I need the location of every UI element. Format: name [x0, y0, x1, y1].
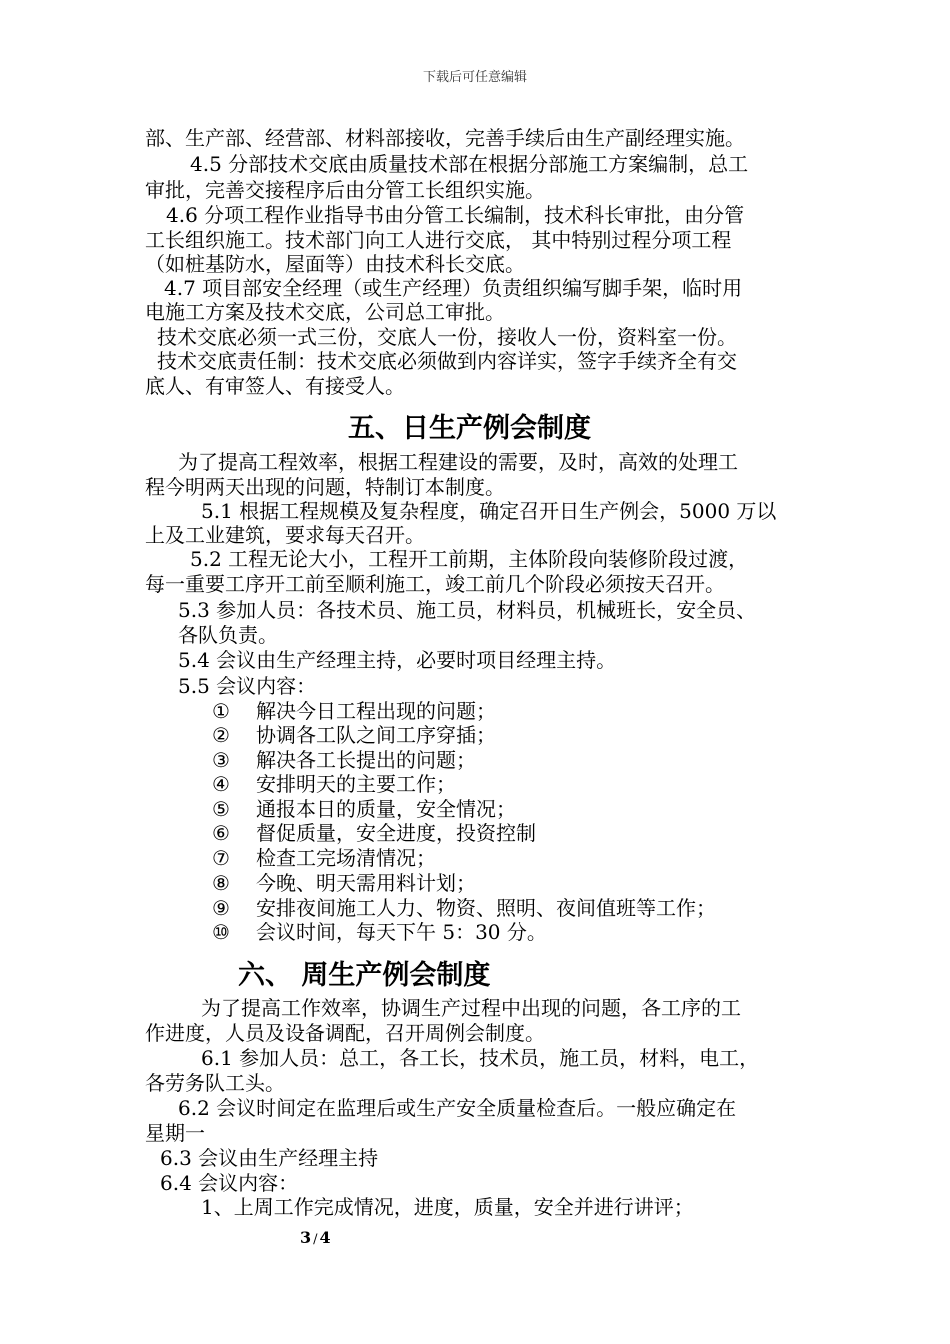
section-heading: 五、日生产例会制度: [348, 413, 591, 444]
item-number: ⑤: [212, 797, 230, 821]
paragraph-line: 技术交底必须一式三份，交底人一份，接收人一份，资料室一份。: [157, 325, 737, 349]
paragraph-line: 工长组织施工。技术部门向工人进行交底， 其中特别过程分项工程: [145, 228, 732, 252]
item-text: 督促质量，安全进度，投资控制: [256, 821, 536, 845]
section-heading: 六、 周生产例会制度: [238, 960, 491, 991]
paragraph-line: 技术交底责任制：技术交底必须做到内容详实，签字手续齐全有交: [157, 349, 737, 373]
list-item: [212, 747, 476, 773]
list-item: [212, 820, 536, 846]
paragraph-line: 部、生产部、经营部、材料部接收，完善手续后由生产副经理实施。: [145, 126, 745, 150]
paragraph-line: 星期一: [145, 1121, 205, 1145]
page-number: [300, 1228, 331, 1247]
list-item: [212, 771, 456, 797]
paragraph-line: 6.4 会议内容：: [160, 1171, 299, 1195]
paragraph-line: 各劳务队工头。: [145, 1071, 285, 1095]
item-text: 协调各工队之间工序穿插；: [256, 723, 496, 747]
item-number: ⑥: [212, 821, 230, 845]
item-number: ④: [212, 772, 230, 796]
paragraph-line: 1、上周工作完成情况，进度，质量，安全并进行讲评；: [201, 1195, 694, 1219]
item-text: 检查工完场清情况；: [256, 846, 436, 870]
paragraph-line: 程今明两天出现的问题，特制订本制度。: [145, 475, 505, 499]
item-number: ②: [212, 723, 230, 747]
item-number: ①: [212, 699, 230, 723]
paragraph-line: 4.7 项目部安全经理（或生产经理）负责组织编写脚手架，临时用: [164, 276, 743, 300]
list-item: [212, 698, 496, 724]
paragraph-line: 作进度，人员及设备调配，召开周例会制度。: [145, 1021, 545, 1045]
paragraph-line: 5.2 工程无论大小，工程开工前期，主体阶段向装修阶段过渡，: [190, 547, 749, 571]
list-item: [212, 870, 476, 896]
paragraph-line: 5.3 参加人员：各技术员、施工员，材料员，机械班长，安全员、: [178, 598, 757, 622]
item-text: 安排明天的主要工作；: [256, 772, 456, 796]
paragraph-line: 4.6 分项工程作业指导书由分管工长编制，技术科长审批，由分管: [166, 203, 745, 227]
list-item: [212, 796, 516, 822]
list-item: [212, 895, 716, 921]
item-text: 今晚、明天需用料计划；: [256, 871, 476, 895]
paragraph-line: 6.1 参加人员：总工，各工长，技术员，施工员，材料，电工，: [201, 1046, 760, 1070]
paragraph-line: 6.2 会议时间定在监理后或生产安全质量检查后。一般应确定在: [178, 1096, 737, 1120]
paragraph-line: 5.4 会议由生产经理主持，必要时项目经理主持。: [178, 648, 617, 672]
list-item: [212, 845, 436, 871]
paragraph-line: 底人、有审签人、有接受人。: [145, 374, 405, 398]
item-text: 通报本日的质量，安全情况；: [256, 797, 516, 821]
paragraph-line: 为了提高工作效率，协调生产过程中出现的问题，各工序的工: [201, 996, 741, 1020]
paragraph-line: 电施工方案及技术交底，公司总工审批。: [145, 300, 505, 324]
item-number: ⑨: [212, 896, 230, 920]
paragraph-line: 4.5 分部技术交底由质量技术部在根据分部施工方案编制，总工: [190, 152, 749, 176]
item-text: 解决各工长提出的问题；: [256, 748, 476, 772]
paragraph-line: 5.5 会议内容：: [178, 674, 317, 698]
item-number: ③: [212, 748, 230, 772]
item-text: 安排夜间施工人力、物资、照明、夜间值班等工作；: [256, 896, 716, 920]
paragraph-line: 5.1 根据工程规模及复杂程度，确定召开日生产例会，5000 万以: [201, 499, 777, 523]
paragraph-line: （如桩基防水，屋面等）由技术科长交底。: [145, 252, 525, 276]
item-number: ⑩: [212, 920, 230, 944]
paragraph-line: 各队负责。: [178, 623, 278, 647]
paragraph-line: 为了提高工程效率，根据工程建设的需要，及时，高效的处理工: [178, 450, 738, 474]
item-number: ⑦: [212, 846, 230, 870]
item-text: 解决今日工程出现的问题；: [256, 699, 496, 723]
list-item: [212, 722, 496, 748]
total-pages: 4: [319, 1228, 331, 1247]
paragraph-line: 上及工业建筑，要求每天召开。: [145, 523, 425, 547]
item-number: ⑧: [212, 871, 230, 895]
page-separator: /: [313, 1232, 318, 1247]
list-item: [212, 919, 547, 945]
current-page: 3: [300, 1228, 312, 1247]
header-note: 下载后可任意编辑: [422, 70, 527, 85]
paragraph-line: 每一重要工序开工前至顺利施工，竣工前几个阶段必须按天召开。: [145, 572, 725, 596]
paragraph-line: 审批，完善交接程序后由分管工长组织实施。: [145, 178, 545, 202]
item-text: 会议时间，每天下午 5：30 分。: [256, 920, 547, 944]
paragraph-line: 6.3 会议由生产经理主持: [160, 1146, 379, 1170]
